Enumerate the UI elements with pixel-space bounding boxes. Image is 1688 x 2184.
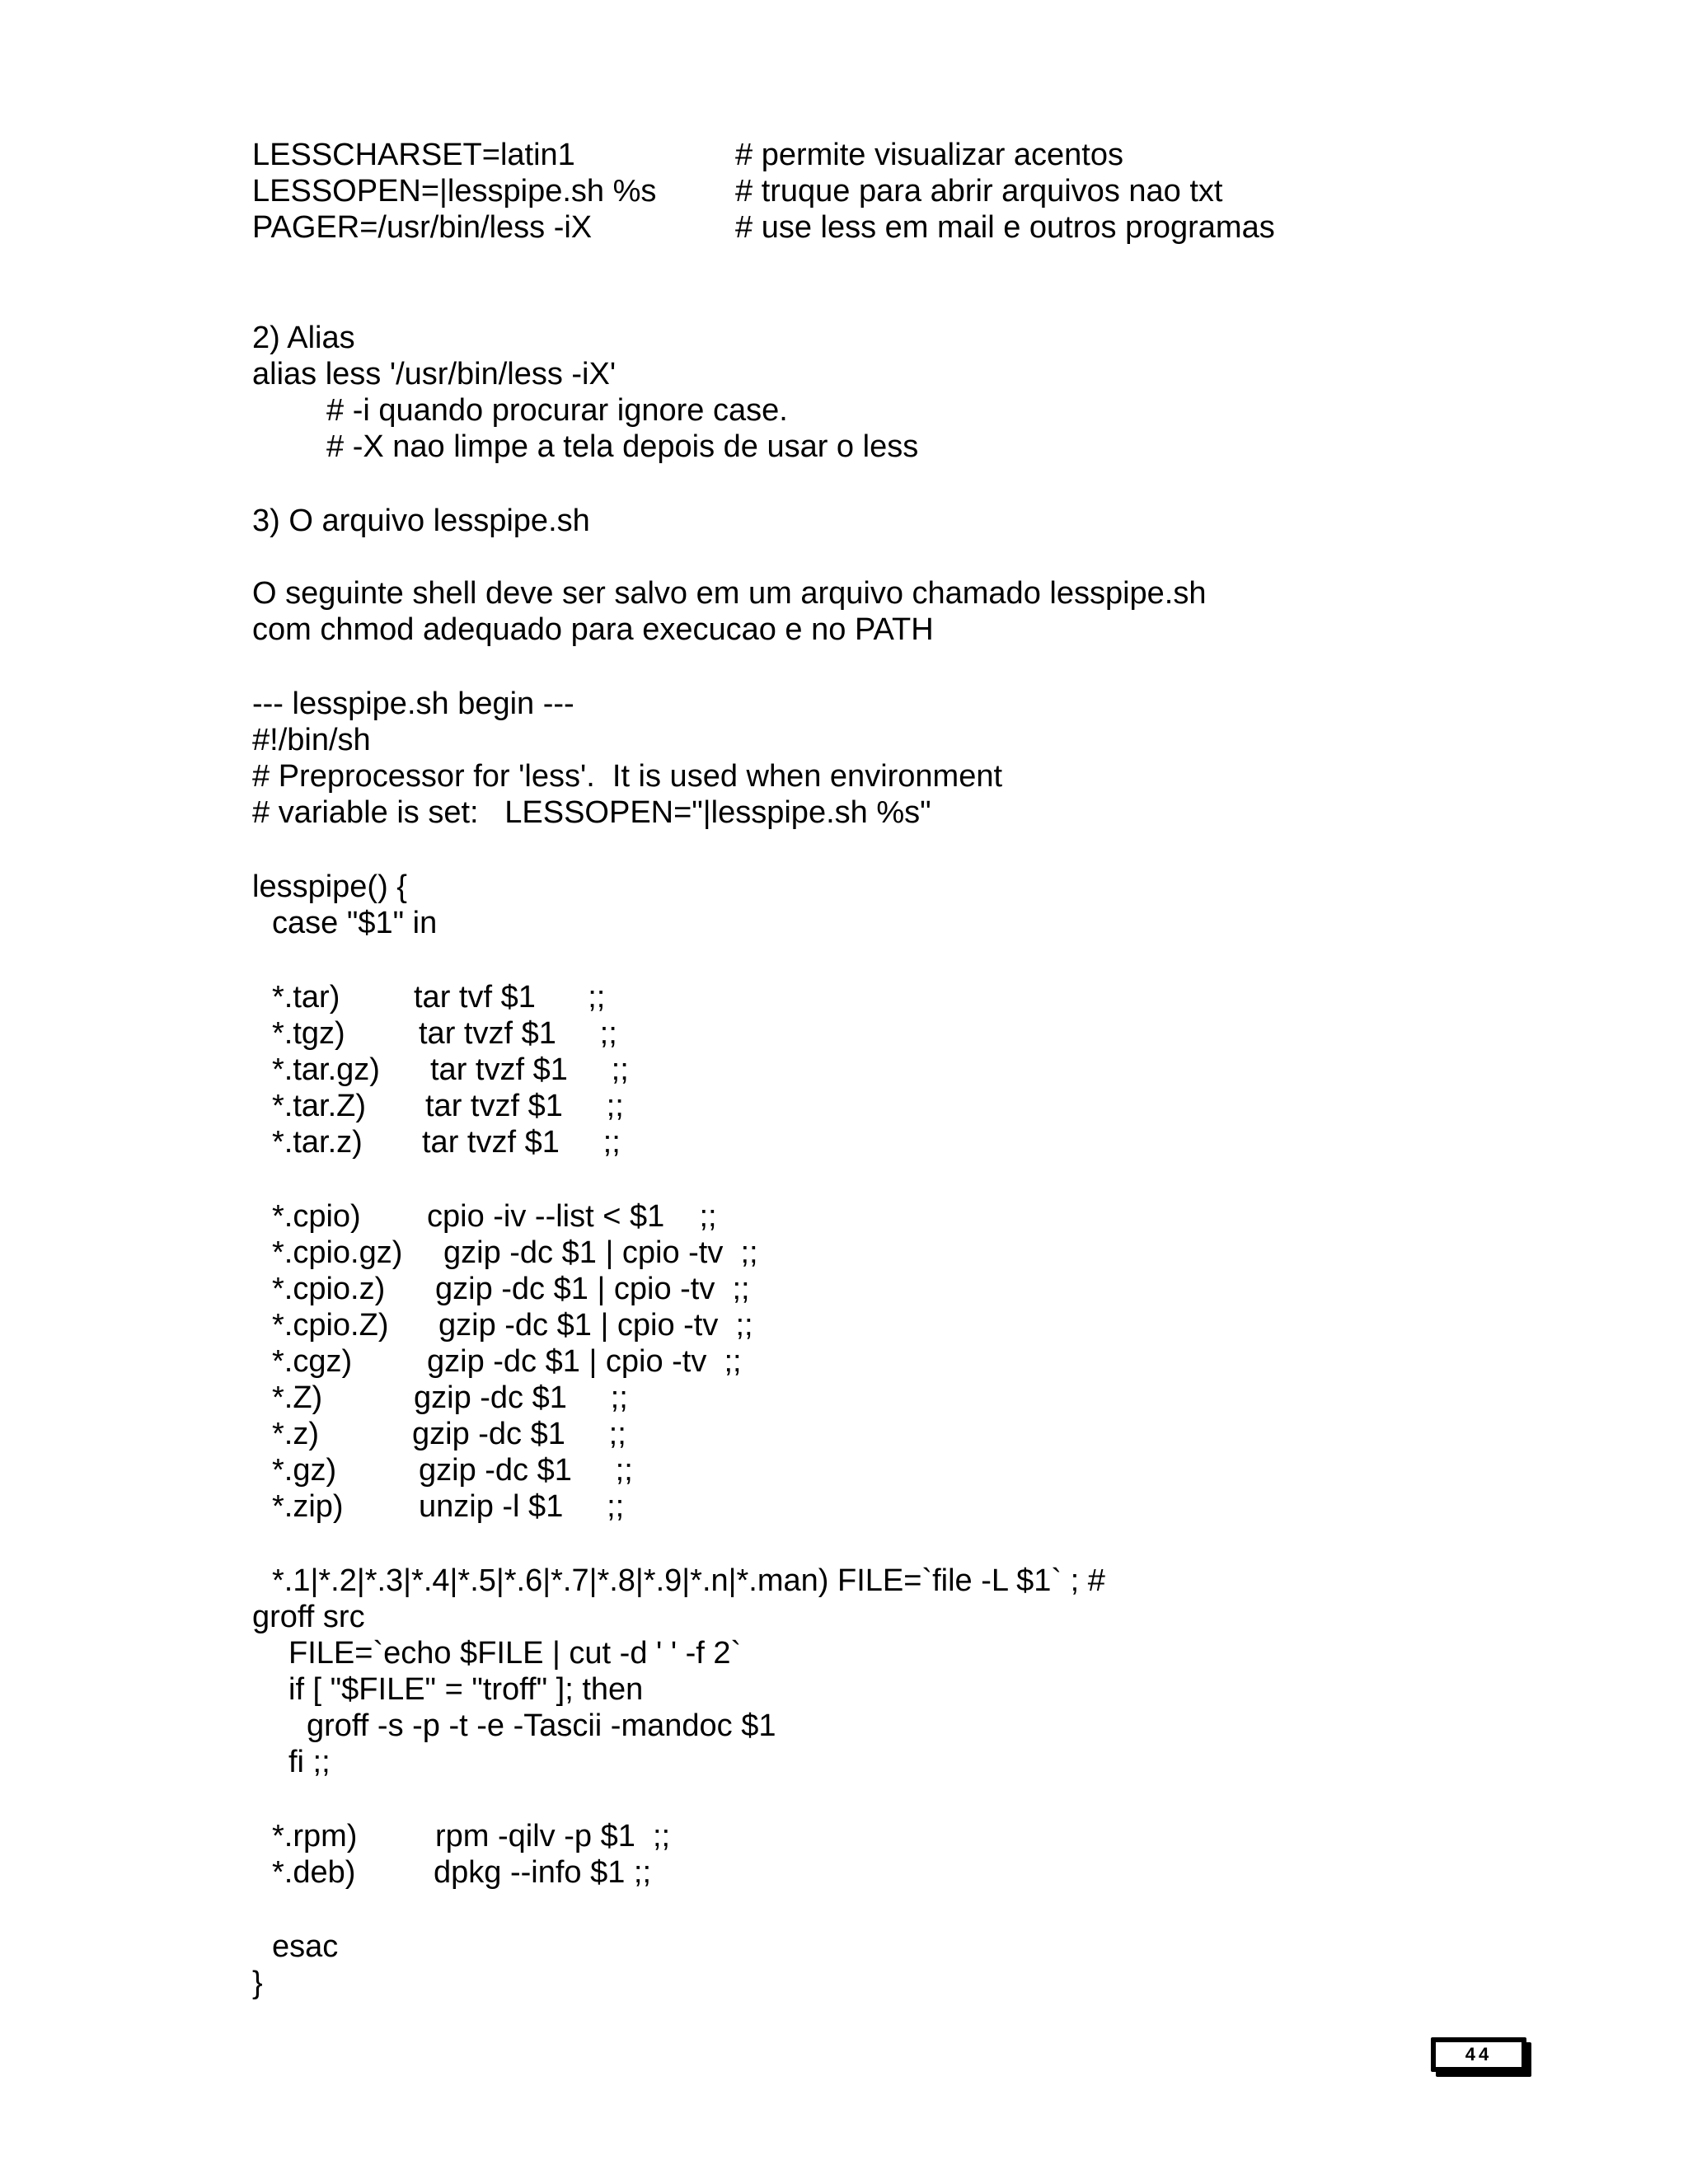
case-pattern: *.deb) xyxy=(272,1855,356,1890)
script-begin-marker: --- lesspipe.sh begin --- xyxy=(252,687,574,721)
case-pattern: *.cgz) xyxy=(272,1344,353,1379)
section-heading-lesspipe: 3) O arquivo lesspipe.sh xyxy=(252,504,590,538)
case-pattern: *.z) xyxy=(272,1417,319,1451)
section-heading-alias: 2) Alias xyxy=(252,321,355,355)
case-command: tar tvzf $1 ;; xyxy=(425,1089,624,1123)
case-pattern: *.Z) xyxy=(272,1380,323,1415)
env-var-name: LESSCHARSET=latin1 xyxy=(252,138,575,172)
env-var-comment: # use less em mail e outros programas xyxy=(735,210,1275,245)
case-command: unzip -l $1 ;; xyxy=(419,1489,625,1524)
case-pattern: *.rpm) xyxy=(272,1819,358,1854)
alias-note: # -X nao limpe a tela depois de usar o less xyxy=(326,429,919,464)
script-shebang: #!/bin/sh xyxy=(252,723,371,757)
case-command: rpm -qilv -p $1 ;; xyxy=(435,1819,671,1854)
script-comment: # variable is set: LESSOPEN="|lesspipe.sh %s" xyxy=(252,795,931,830)
case-pattern: *.zip) xyxy=(272,1489,344,1524)
case-pattern: *.cpio.z) xyxy=(272,1272,386,1306)
case-command: tar tvf $1 ;; xyxy=(414,980,606,1015)
man-case-line: FILE=`echo $FILE | cut -d ' ' -f 2` xyxy=(288,1636,742,1671)
script-comment: # Preprocessor for 'less'. It is used when environment xyxy=(252,759,1003,794)
case-command: cpio -iv --list < $1 ;; xyxy=(427,1199,717,1234)
case-command: tar tvzf $1 ;; xyxy=(419,1016,617,1051)
alias-command: alias less '/usr/bin/less -iX' xyxy=(252,357,617,391)
alias-note: # -i quando procurar ignore case. xyxy=(326,393,788,428)
man-case-line: *.1|*.2|*.3|*.4|*.5|*.6|*.7|*.8|*.9|*.n|*.man) FILE=`file -L $1` ; # xyxy=(272,1563,1105,1598)
case-command: dpkg --info $1 ;; xyxy=(434,1855,652,1890)
case-command: gzip -dc $1 | cpio -tv ;; xyxy=(427,1344,742,1379)
case-close: esac xyxy=(272,1929,339,1964)
env-var-comment: # permite visualizar acentos xyxy=(735,138,1123,172)
case-command: gzip -dc $1 ;; xyxy=(414,1380,628,1415)
case-command: tar tvzf $1 ;; xyxy=(422,1125,621,1160)
case-pattern: *.tar) xyxy=(272,980,340,1015)
intro-line: O seguinte shell deve ser salvo em um arquivo chamado lesspipe.sh xyxy=(252,576,1207,611)
case-pattern: *.gz) xyxy=(272,1453,337,1488)
intro-line: com chmod adequado para execucao e no PATH xyxy=(252,612,934,647)
case-command: gzip -dc $1 | cpio -tv ;; xyxy=(443,1235,758,1270)
case-pattern: *.tgz) xyxy=(272,1016,345,1051)
case-command: gzip -dc $1 | cpio -tv ;; xyxy=(438,1308,753,1343)
env-var-name: LESSOPEN=|lesspipe.sh %s xyxy=(252,174,657,209)
env-var-comment: # truque para abrir arquivos nao txt xyxy=(735,174,1223,209)
case-pattern: *.tar.Z) xyxy=(272,1089,367,1123)
page-number: 44 xyxy=(1431,2037,1526,2072)
case-pattern: *.cpio) xyxy=(272,1199,361,1234)
function-close: } xyxy=(252,1966,263,2000)
case-pattern: *.cpio.Z) xyxy=(272,1308,389,1343)
case-pattern: *.cpio.gz) xyxy=(272,1235,403,1270)
case-pattern: *.tar.gz) xyxy=(272,1052,380,1087)
function-open: lesspipe() { xyxy=(252,869,407,904)
env-var-name: PAGER=/usr/bin/less -iX xyxy=(252,210,593,245)
case-command: tar tvzf $1 ;; xyxy=(430,1052,629,1087)
case-command: gzip -dc $1 ;; xyxy=(419,1453,633,1488)
case-pattern: *.tar.z) xyxy=(272,1125,363,1160)
man-case-line: if [ "$FILE" = "troff" ]; then xyxy=(288,1672,644,1707)
man-case-line: groff src xyxy=(252,1600,365,1634)
case-command: gzip -dc $1 ;; xyxy=(412,1417,626,1451)
case-command: gzip -dc $1 | cpio -tv ;; xyxy=(435,1272,750,1306)
case-open: case "$1" in xyxy=(272,906,438,940)
man-case-line: fi ;; xyxy=(288,1745,331,1779)
man-case-line: groff -s -p -t -e -Tascii -mandoc $1 xyxy=(307,1708,776,1743)
